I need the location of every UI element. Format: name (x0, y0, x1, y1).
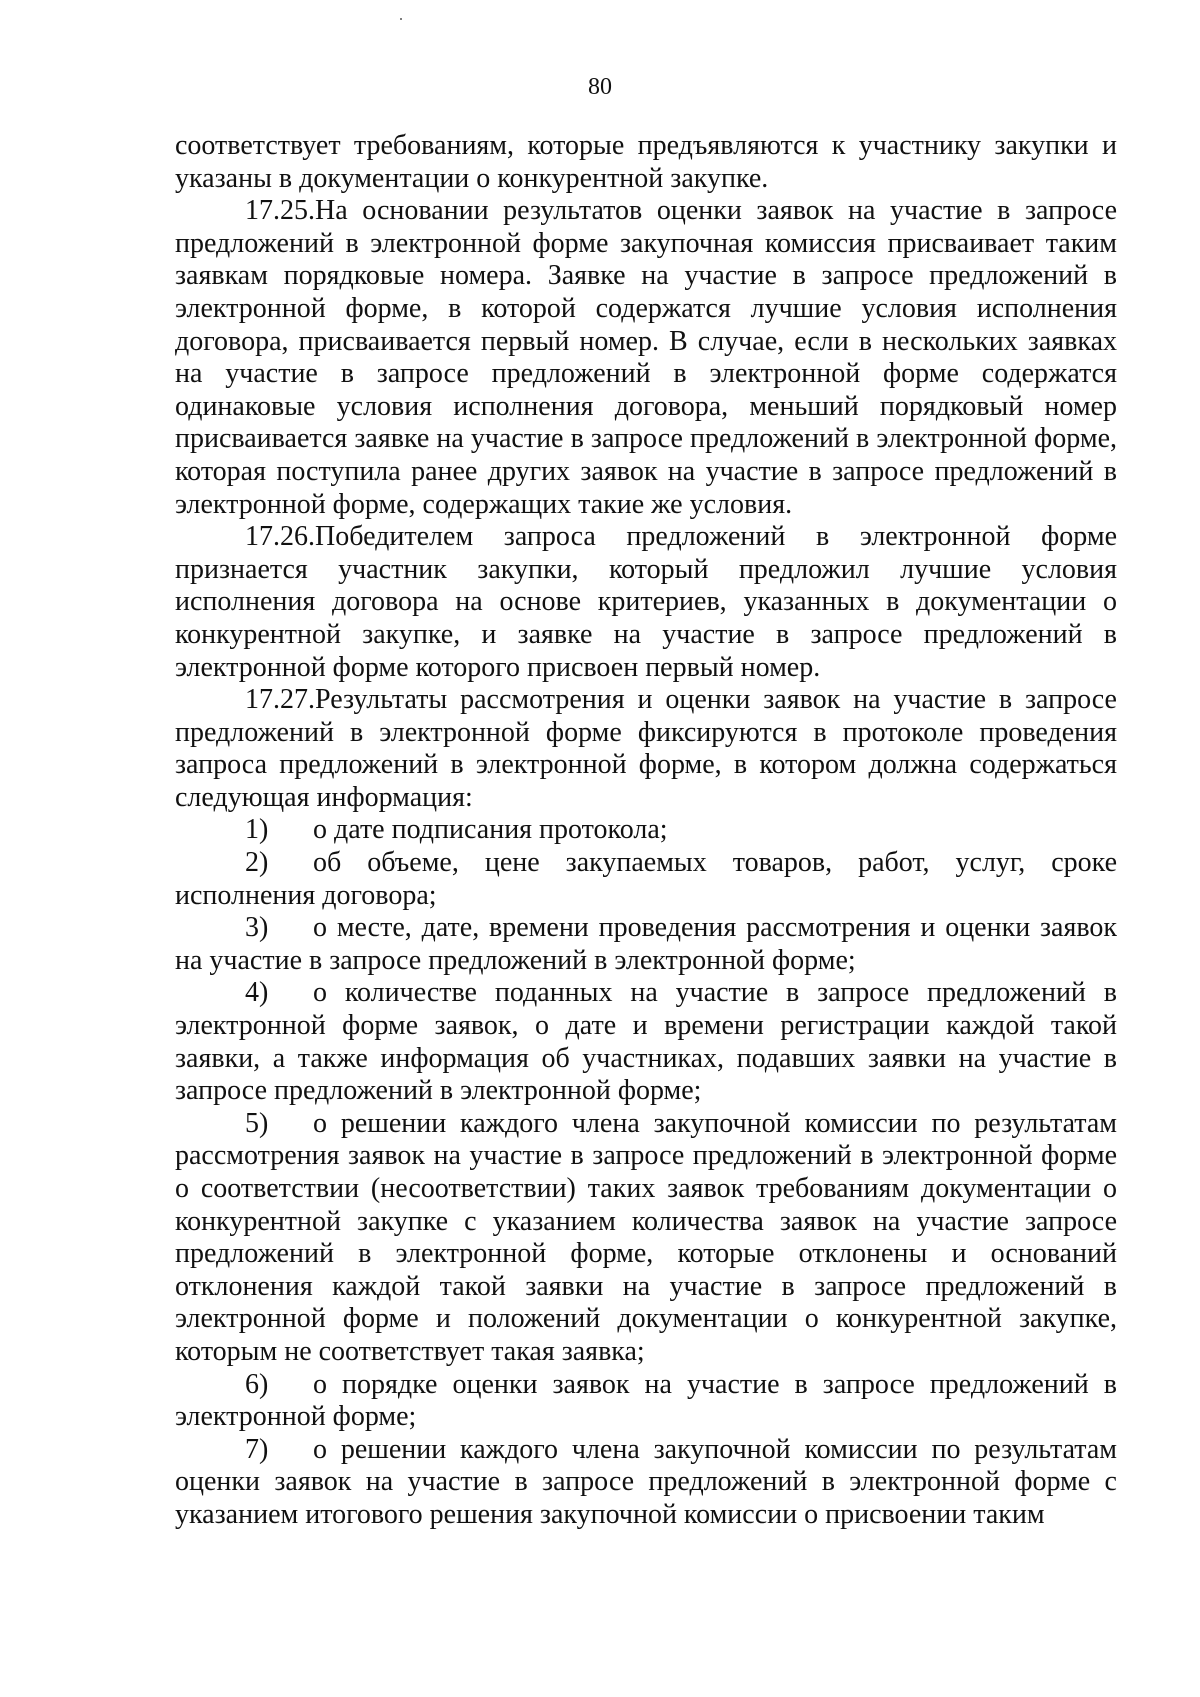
document-body (175, 130, 1117, 1532)
list-item-text: о решении каждого члена закупочной комиссии по результатам оценки заявок на участие в запросе предложений в электронной форме с указанием итогового решения закупочной комиссии о присвоении таким (175, 1433, 1117, 1530)
paragraph-17-25: 17.25.На основании результатов оценки заявок на участие в запросе предложений в электронной форме закупочная комиссия присваивает таким заявкам порядковые номера. Заявке на участие в запросе предложений в электронной форме, в которой содержатся лучшие условия исполнения договора, присваивается первый номер. В случае, если в нескольких заявках на участие в запросе предложений в электронной форме содержатся одинаковые условия исполнения договора, меньший порядковый номер присваивается заявке на участие в запросе предложений в электронной форме, которая поступила ранее других заявок на участие в запросе предложений в электронной форме, содержащих такие же условия. (175, 195, 1117, 520)
list-item-number: 5) (245, 1107, 269, 1139)
list-item-6 (175, 1369, 1117, 1434)
list-item-number: 6) (245, 1368, 269, 1400)
list-item-7 (175, 1434, 1117, 1532)
list-item-2 (175, 847, 1117, 912)
list-item-text: о дате подписания протокола; (313, 814, 668, 846)
list-item-number: 2) (245, 847, 269, 879)
list-item-text: о решении каждого члена закупочной комиссии по результатам рассмотрения заявок на участие в запросе предложений в электронной форме о соответствии (несоответствии) таких заявок требованиям документации о конкурентной закупке с указанием количества заявок на участие запросе предложений в электронной форме, которые отклонены и оснований отклонения каждой такой заявки на участие в запросе предложений в электронной форме и положений документации о конкурентной закупке, которым не соответствует такая заявка; (175, 1107, 1117, 1367)
list-item-1 (175, 814, 1117, 847)
list-item-text: о порядке оценки заявок на участие в запросе предложений в электронной форме; (175, 1368, 1117, 1433)
scan-speck (400, 18, 402, 20)
paragraph-continuation: соответствует требованиям, которые предъявляются к участнику закупки и указаны в документации о конкурентной закупке. (175, 130, 1117, 194)
list-item-3 (175, 912, 1117, 977)
list-item-number: 3) (245, 912, 269, 944)
list-item-text: о месте, дате, времени проведения рассмотрения и оценки заявок на участие в запросе предложений в электронной форме; (175, 912, 1117, 976)
list-item-text: о количестве поданных на участие в запросе предложений в электронной форме заявок, о дате и времени регистрации каждой такой заявки, а также информация об участниках, подавших заявки на участие в запросе предложений в электронной форме; (175, 977, 1117, 1107)
list-item-4 (175, 977, 1117, 1107)
list-item-number: 4) (245, 977, 269, 1009)
list-item-number: 1) (245, 814, 269, 846)
page-number: 80 (588, 74, 612, 100)
paragraph-17-27: 17.27.Результаты рассмотрения и оценки заявок на участие в запросе предложений в электронной форме фиксируются в протоколе проведения запроса предложений в электронной форме, в котором должна содержаться следующая информация: (175, 684, 1117, 813)
list-item-5 (175, 1108, 1117, 1369)
list-item-text: об объеме, цене закупаемых товаров, работ, услуг, сроке исполнения договора; (175, 847, 1117, 911)
paragraph-17-26: 17.26.Победителем запроса предложений в электронной форме признается участник закупки, который предложил лучшие условия исполнения договора на основе критериев, указанных в документации о конкурентной закупке, и заявке на участие в запросе предложений в электронной форме которого присвоен первый номер. (175, 521, 1117, 683)
list-item-number: 7) (245, 1433, 269, 1465)
